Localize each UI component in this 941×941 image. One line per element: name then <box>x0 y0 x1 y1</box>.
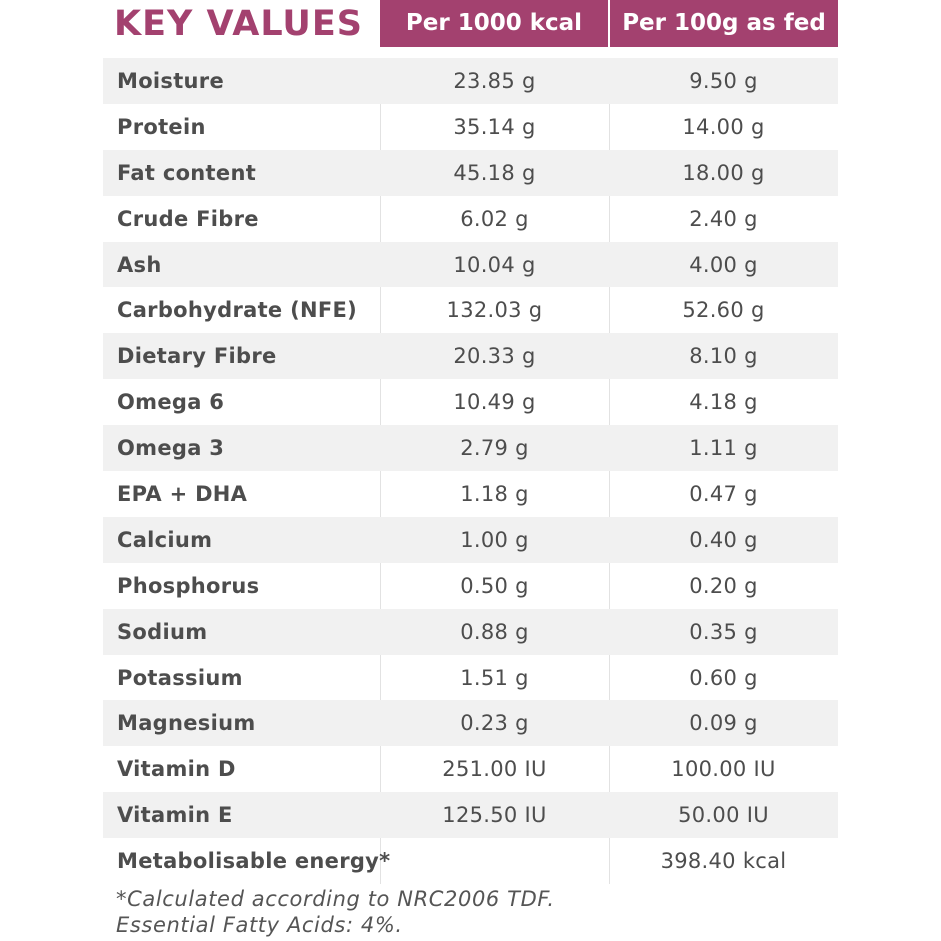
value-per-100g-as-fed: 14.00 g <box>682 114 765 139</box>
value-per-100g-as-fed: 398.40 kcal <box>660 849 787 874</box>
value-per-100g-as-fed: 0.09 g <box>689 711 758 736</box>
nutrient-label: Magnesium <box>117 711 256 736</box>
nutrient-label: Dietary Fibre <box>117 344 277 369</box>
value-per-100g-as-fed: 4.00 g <box>689 252 758 277</box>
value-per-1000-kcal: 2.79 g <box>460 436 529 461</box>
value-per-1000-kcal: 132.03 g <box>446 298 543 323</box>
table-row <box>103 196 838 242</box>
value-per-100g-as-fed: 0.40 g <box>689 527 758 552</box>
value-per-100g-as-fed: 52.60 g <box>682 298 765 323</box>
column-header-per-100g-as-fed: Per 100g as fed <box>610 0 838 47</box>
nutrient-label: Calcium <box>117 527 213 552</box>
table-row <box>103 609 838 655</box>
footnote-fatty-acids: Essential Fatty Acids: 4%. <box>116 913 403 937</box>
table-row <box>103 58 838 104</box>
nutrient-label: Carbohydrate (NFE) <box>117 298 358 323</box>
value-per-1000-kcal: 10.49 g <box>453 390 536 415</box>
value-per-100g-as-fed: 50.00 IU <box>678 803 769 828</box>
table-row <box>103 150 838 196</box>
value-per-1000-kcal: 10.04 g <box>453 252 536 277</box>
value-per-100g-as-fed: 2.40 g <box>689 206 758 231</box>
nutrient-label: EPA + DHA <box>117 481 248 506</box>
table-row <box>103 838 838 884</box>
value-per-100g-as-fed: 0.20 g <box>689 573 758 598</box>
value-per-1000-kcal: 0.23 g <box>460 711 529 736</box>
value-per-100g-as-fed: 1.11 g <box>689 436 758 461</box>
footnote-calculation: *Calculated according to NRC2006 TDF. <box>116 887 555 911</box>
table-row <box>103 471 838 517</box>
table-row <box>103 746 838 792</box>
table-row <box>103 287 838 333</box>
table-row <box>103 425 838 471</box>
value-per-100g-as-fed: 8.10 g <box>689 344 758 369</box>
table-row <box>103 333 838 379</box>
value-per-100g-as-fed: 4.18 g <box>689 390 758 415</box>
table-row <box>103 517 838 563</box>
value-per-1000-kcal: 1.18 g <box>460 481 529 506</box>
nutrient-label: Metabolisable energy* <box>117 849 391 874</box>
value-per-1000-kcal: 1.00 g <box>460 527 529 552</box>
nutrient-label: Potassium <box>117 665 243 690</box>
value-per-1000-kcal: 35.14 g <box>453 114 536 139</box>
table-row <box>103 242 838 288</box>
page-title: KEY VALUES <box>114 4 363 44</box>
table-row <box>103 700 838 746</box>
value-per-1000-kcal: 125.50 IU <box>442 803 547 828</box>
nutrient-label: Fat content <box>117 160 257 185</box>
nutrient-label: Vitamin E <box>117 803 233 828</box>
value-per-100g-as-fed: 0.60 g <box>689 665 758 690</box>
value-per-1000-kcal: 0.50 g <box>460 573 529 598</box>
nutrient-label: Moisture <box>117 68 225 93</box>
value-per-100g-as-fed: 18.00 g <box>682 160 765 185</box>
nutrient-table <box>103 58 838 884</box>
value-per-1000-kcal: 20.33 g <box>453 344 536 369</box>
value-per-1000-kcal: 1.51 g <box>460 665 529 690</box>
value-per-100g-as-fed: 9.50 g <box>689 68 758 93</box>
table-row <box>103 792 838 838</box>
value-per-1000-kcal: 251.00 IU <box>442 757 547 782</box>
value-per-1000-kcal: 23.85 g <box>453 68 536 93</box>
table-row <box>103 379 838 425</box>
nutrient-label: Omega 6 <box>117 390 225 415</box>
nutrient-label: Omega 3 <box>117 436 225 461</box>
column-header-per-1000-kcal: Per 1000 kcal <box>380 0 608 47</box>
nutrient-label: Vitamin D <box>117 757 236 782</box>
value-per-100g-as-fed: 0.47 g <box>689 481 758 506</box>
table-row <box>103 104 838 150</box>
nutrient-label: Phosphorus <box>117 573 260 598</box>
nutrient-label: Crude Fibre <box>117 206 259 231</box>
nutrient-label: Sodium <box>117 619 208 644</box>
nutrient-label: Protein <box>117 114 206 139</box>
value-per-1000-kcal: 6.02 g <box>460 206 529 231</box>
value-per-100g-as-fed: 100.00 IU <box>671 757 776 782</box>
table-row <box>103 655 838 701</box>
table-row <box>103 563 838 609</box>
value-per-1000-kcal: 45.18 g <box>453 160 536 185</box>
value-per-100g-as-fed: 0.35 g <box>689 619 758 644</box>
value-per-1000-kcal: 0.88 g <box>460 619 529 644</box>
nutrient-label: Ash <box>117 252 162 277</box>
